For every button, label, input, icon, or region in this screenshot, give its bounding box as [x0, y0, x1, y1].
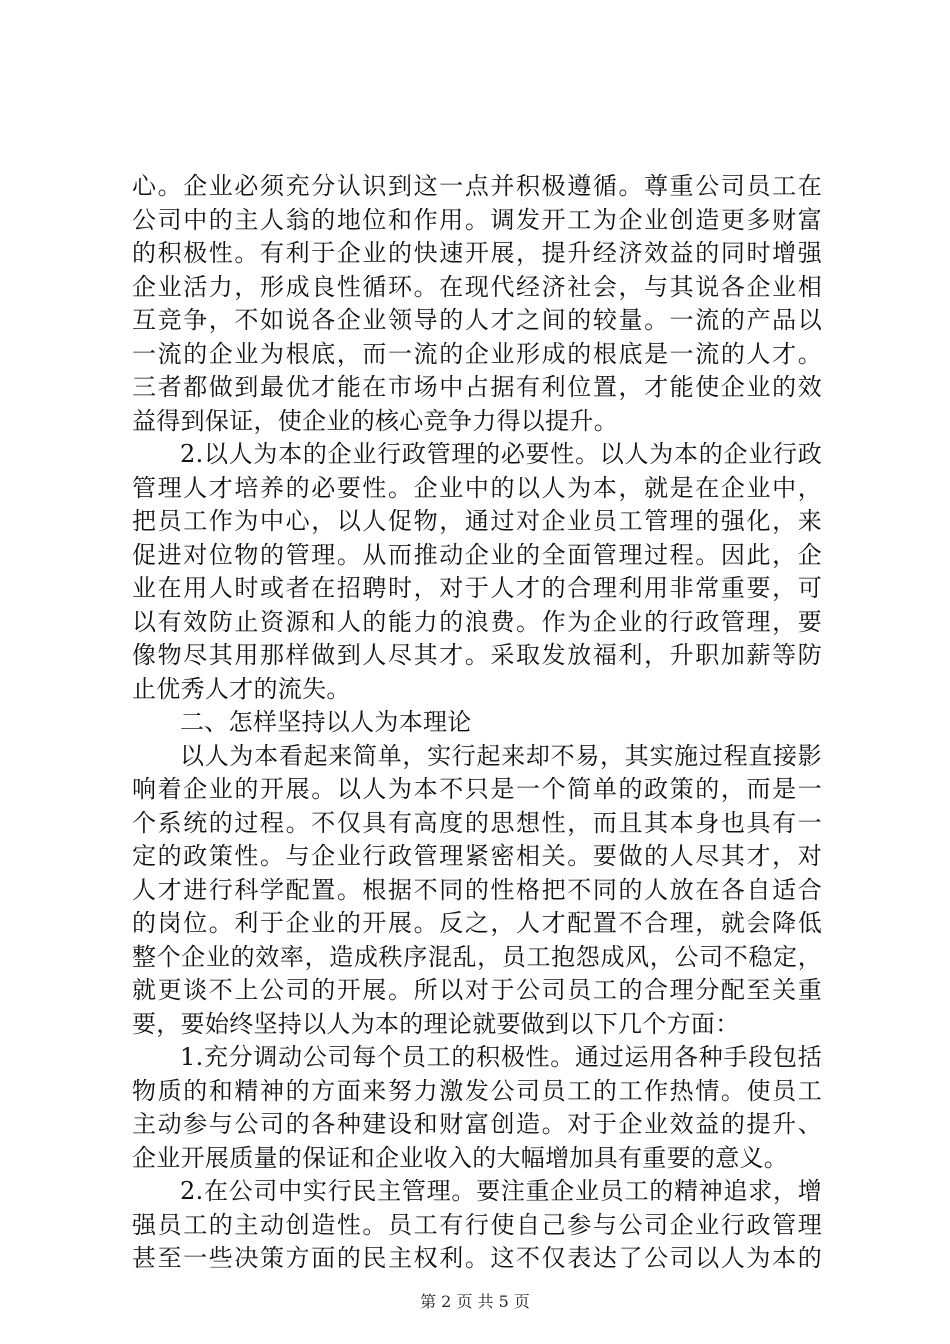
text-line: 2.以人为本的企业行政管理的必要性。以人为本的企业行政 [180, 440, 822, 468]
text-line: 管理人才培养的必要性。企业中的以人为本，就是在企业中， [132, 473, 822, 502]
text-line: 人才进行科学配置。根据不同的性格把不同的人放在各自适合 [132, 875, 822, 904]
text-line: 定的政策性。与企业行政管理紧密相关。要做的人尽其才，对 [132, 842, 822, 870]
text-line: 个系统的过程。不仅具有高度的思想性，而且其本身也具有一 [132, 808, 822, 837]
text-line: 企业开展质量的保证和企业收入的大幅增加具有重要的意义。 [132, 1143, 789, 1172]
text-line: 主动参与公司的各种建设和财富创造。对于企业效益的提升、 [132, 1110, 822, 1138]
text-line: 企业活力，形成良性循环。在现代经济社会，与其说各企业相 [132, 272, 822, 301]
text-line: 物质的和精神的方面来努力激发公司员工的工作热情。使员工 [132, 1076, 822, 1105]
text-line: 一流的企业为根底，而一流的企业形成的根底是一流的人才。 [132, 339, 822, 368]
text-line: 益得到保证，使企业的核心竞争力得以提升。 [132, 406, 618, 435]
text-line: 以有效防止资源和人的能力的浪费。作为企业的行政管理，要 [132, 607, 822, 636]
text-line: 像物尽其用那样做到人尽其才。采取发放福利，升职加薪等防 [132, 641, 822, 669]
text-line: 的岗位。利于企业的开展。反之，人才配置不合理，就会降低 [132, 909, 822, 937]
body-text [132, 170, 822, 1276]
text-line: 强员工的主动创造性。员工有行使自己参与公司企业行政管理 [132, 1210, 822, 1239]
text-line: 甚至一些决策方面的民主权利。这不仅表达了公司以人为本的 [132, 1244, 822, 1272]
text-line: 要，要始终坚持以人为本的理论就要做到以下几个方面： [132, 1009, 740, 1038]
text-line: 业在用人时或者在招聘时，对于人才的合理利用非常重要，可 [132, 574, 822, 602]
text-line: 整个企业的效率，造成秩序混乱，员工抱怨成风，公司不稳定， [132, 942, 822, 971]
text-line: 以人为本看起来简单，实行起来却不易，其实施过程直接影 [180, 741, 822, 770]
text-line: 三者都做到最优才能在市场中占据有利位置，才能使企业的效 [132, 373, 822, 401]
text-line: 的积极性。有利于企业的快速开展，提升经济效益的同时增强 [132, 239, 822, 267]
text-line: 2.在公司中实行民主管理。要注重企业员工的精神追求，增 [180, 1177, 822, 1205]
text-line: 心。企业必须充分认识到这一点并积极遵循。尊重公司员工在 [132, 172, 822, 200]
text-line: 促进对位物的管理。从而推动企业的全面管理过程。因此，企 [132, 540, 822, 569]
text-line: 互竞争，不如说各企业领导的人才之间的较量。一流的产品以 [132, 306, 822, 334]
text-line: 就更谈不上公司的开展。所以对于公司员工的合理分配至关重 [132, 976, 822, 1004]
page-footer: 第 2 页 共 5 页 [420, 1292, 530, 1311]
text-line: 把员工作为中心，以人促物，通过对企业员工管理的强化，来 [132, 507, 822, 535]
text-line: 响着企业的开展。以人为本不只是一个简单的政策的，而是一 [132, 775, 822, 803]
text-line: 止优秀人才的流失。 [132, 674, 351, 703]
text-line: 公司中的主人翁的地位和作用。调发开工为企业创造更多财富 [132, 205, 822, 234]
text-line: 1.充分调动公司每个员工的积极性。通过运用各种手段包括 [180, 1043, 822, 1071]
text-line: 二、怎样坚持以人为本理论 [180, 708, 472, 736]
